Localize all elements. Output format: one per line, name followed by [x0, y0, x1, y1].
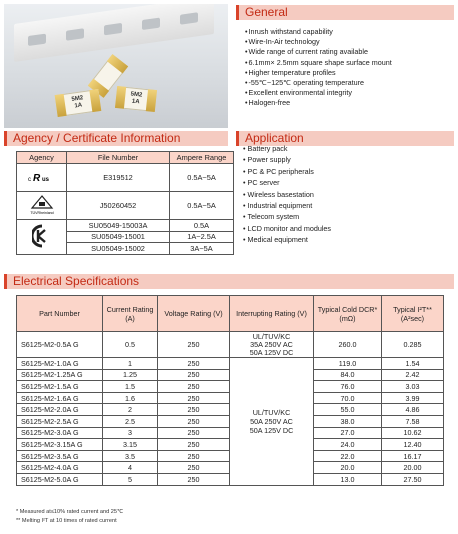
footnotes [16, 508, 123, 526]
current-cell: 1 [103, 358, 158, 370]
voltage-rating-col-header: Voltage Rating (V) [158, 296, 230, 332]
dcr-cell: 55.0 [314, 404, 382, 416]
svg-text:us: us [41, 176, 49, 183]
voltage-cell: 250 [158, 332, 230, 358]
kc-mark-icon [17, 220, 67, 255]
ampere-range-cell: 0.5A~5A [170, 164, 234, 192]
dcr-cell: 22.0 [314, 450, 382, 462]
feature-item: • Halogen-free [245, 98, 392, 108]
dcr-cell: 20.0 [314, 462, 382, 474]
general-title: General [245, 5, 288, 19]
application-list [243, 143, 331, 246]
part-number-cell: S6125-M2-2.5A G [17, 415, 103, 427]
i2t-cell: 27.50 [382, 473, 444, 485]
voltage-cell: 250 [158, 427, 230, 439]
dcr-col-header: Typical Cold DCR* (mΩ) [314, 296, 382, 332]
voltage-cell: 250 [158, 381, 230, 393]
current-cell: 3.5 [103, 450, 158, 462]
i2t-col-header: Typical I²T** (A²sec) [382, 296, 444, 332]
tape-pocket [180, 12, 198, 25]
application-item: • Battery pack [243, 143, 331, 154]
voltage-cell: 250 [158, 392, 230, 404]
current-cell: 4 [103, 462, 158, 474]
feature-item: • -55℃~125℃ operating temperature [245, 78, 392, 88]
application-item: • LCD monitor and modules [243, 223, 331, 234]
dcr-cell: 76.0 [314, 381, 382, 393]
electrical-header [4, 274, 454, 289]
interrupting-cell: UL/TUV/KC 35A 250V AC 50A 125V DC [230, 332, 314, 358]
part-number-cell: S6125-M2-0.5A G [17, 332, 103, 358]
part-number-cell: S6125-M2-1.0A G [17, 358, 103, 370]
file-number-cell: SU05049-15003A [67, 220, 170, 232]
part-number-cell: S6125-M2-4.0A G [17, 462, 103, 474]
ampere-range-cell: 0.5A [170, 220, 234, 232]
feature-list [245, 27, 392, 109]
application-item: • PC server [243, 177, 331, 188]
interrupting-cell: UL/TUV/KC 50A 250V AC 50A 125V DC [230, 358, 314, 486]
dcr-cell: 260.0 [314, 332, 382, 358]
fuse-marking: 5M2 1A [130, 91, 143, 106]
fuse-chip [115, 86, 157, 112]
carrier-tape [14, 4, 214, 62]
i2t-cell: 12.40 [382, 439, 444, 451]
part-number-cell: S6125-M2-1.5A G [17, 381, 103, 393]
i2t-cell: 16.17 [382, 450, 444, 462]
electrical-table [16, 295, 444, 486]
dcr-cell: 13.0 [314, 473, 382, 485]
part-number-cell: S6125-M2-3.5A G [17, 450, 103, 462]
dcr-cell: 84.0 [314, 369, 382, 381]
voltage-cell: 250 [158, 404, 230, 416]
current-cell: 1.6 [103, 392, 158, 404]
i2t-cell: 1.54 [382, 358, 444, 370]
current-cell: 3 [103, 427, 158, 439]
current-cell: 2.5 [103, 415, 158, 427]
i2t-cell: 3.03 [382, 381, 444, 393]
current-cell: 5 [103, 473, 158, 485]
voltage-cell: 250 [158, 462, 230, 474]
footnote: ** Melting I²T at 10 times of rated current [16, 518, 117, 524]
voltage-cell: 250 [158, 415, 230, 427]
current-cell: 2 [103, 404, 158, 416]
feature-item: • Wide range of current rating available [245, 47, 392, 57]
i2t-cell: 20.00 [382, 462, 444, 474]
part-number-cell: S6125-M2-2.0A G [17, 404, 103, 416]
voltage-cell: 250 [158, 358, 230, 370]
file-number-cell: SU05049-15002 [67, 243, 170, 255]
agency-col-header: Agency [17, 152, 67, 164]
ampere-range-cell: 0.5A~5A [170, 192, 234, 220]
i2t-cell: 0.285 [382, 332, 444, 358]
voltage-cell: 250 [158, 369, 230, 381]
fuse-chip [55, 89, 102, 117]
tape-pocket [104, 23, 122, 36]
dcr-cell: 119.0 [314, 358, 382, 370]
dcr-cell: 70.0 [314, 392, 382, 404]
general-header [236, 5, 454, 20]
file-number-cell: J50260452 [67, 192, 170, 220]
tape-pocket [28, 34, 46, 47]
current-cell: 3.15 [103, 439, 158, 451]
feature-item: • Higher temperature profiles [245, 68, 392, 78]
application-item: • Power supply [243, 154, 331, 165]
ampere-range-col-header: Ampere Range [170, 152, 234, 164]
tape-pocket [142, 18, 160, 31]
voltage-cell: 250 [158, 439, 230, 451]
dcr-cell: 38.0 [314, 415, 382, 427]
ul-recognized-icon [17, 164, 67, 192]
fuse-marking: 5M2 1A [71, 95, 84, 110]
feature-item: • Wire-In-Air technology [245, 37, 392, 47]
ampere-range-cell: 1A~2.5A [170, 231, 234, 243]
electrical-title: Electrical Specifications [13, 274, 140, 288]
application-item: • Telecom system [243, 211, 331, 222]
current-cell: 1.25 [103, 369, 158, 381]
footnote: * Measured at≤10% rated current and 25℃ [16, 509, 124, 515]
current-rating-col-header: Current Rating (A) [103, 296, 158, 332]
file-number-col-header: File Number [67, 152, 170, 164]
voltage-cell: 250 [158, 450, 230, 462]
ampere-range-cell: 3A~5A [170, 243, 234, 255]
file-number-cell: SU05049-15001 [67, 231, 170, 243]
i2t-cell: 2.42 [382, 369, 444, 381]
feature-item: • Inrush withstand capability [245, 27, 392, 37]
application-item: • Wireless basestation [243, 189, 331, 200]
product-photo [4, 4, 228, 128]
dcr-cell: 24.0 [314, 439, 382, 451]
agency-title: Agency / Certificate Information [13, 131, 181, 145]
i2t-cell: 7.58 [382, 415, 444, 427]
svg-text:R: R [32, 172, 40, 183]
part-number-cell: S6125-M2-5.0A G [17, 473, 103, 485]
svg-text:c: c [27, 176, 31, 183]
tuv-logo-text: TÜVRheinland [29, 210, 54, 215]
i2t-cell: 3.99 [382, 392, 444, 404]
part-number-cell: S6125-M2-3.15A G [17, 439, 103, 451]
feature-item: • Excellent environmental integrity [245, 88, 392, 98]
current-cell: 0.5 [103, 332, 158, 358]
current-cell: 1.5 [103, 381, 158, 393]
agency-table [16, 151, 234, 255]
application-item: • Industrial equipment [243, 200, 331, 211]
application-title: Application [245, 131, 304, 145]
dcr-cell: 27.0 [314, 427, 382, 439]
part-number-cell: S6125-M2-1.6A G [17, 392, 103, 404]
interrupting-rating-col-header: Interrupting Rating (V) [230, 296, 314, 332]
i2t-cell: 10.62 [382, 427, 444, 439]
application-item: • PC & PC peripherals [243, 166, 331, 177]
tape-pocket [66, 28, 84, 41]
tuv-rheinland-icon [17, 192, 67, 220]
voltage-cell: 250 [158, 473, 230, 485]
i2t-cell: 4.86 [382, 404, 444, 416]
part-number-col-header: Part Number [17, 296, 103, 332]
agency-header [4, 131, 228, 146]
file-number-cell: E319512 [67, 164, 170, 192]
part-number-cell: S6125-M2-1.25A G [17, 369, 103, 381]
part-number-cell: S6125-M2-3.0A G [17, 427, 103, 439]
application-item: • Medical equipment [243, 234, 331, 245]
feature-item: • 6.1mm× 2.5mm square shape surface mount [245, 58, 392, 68]
